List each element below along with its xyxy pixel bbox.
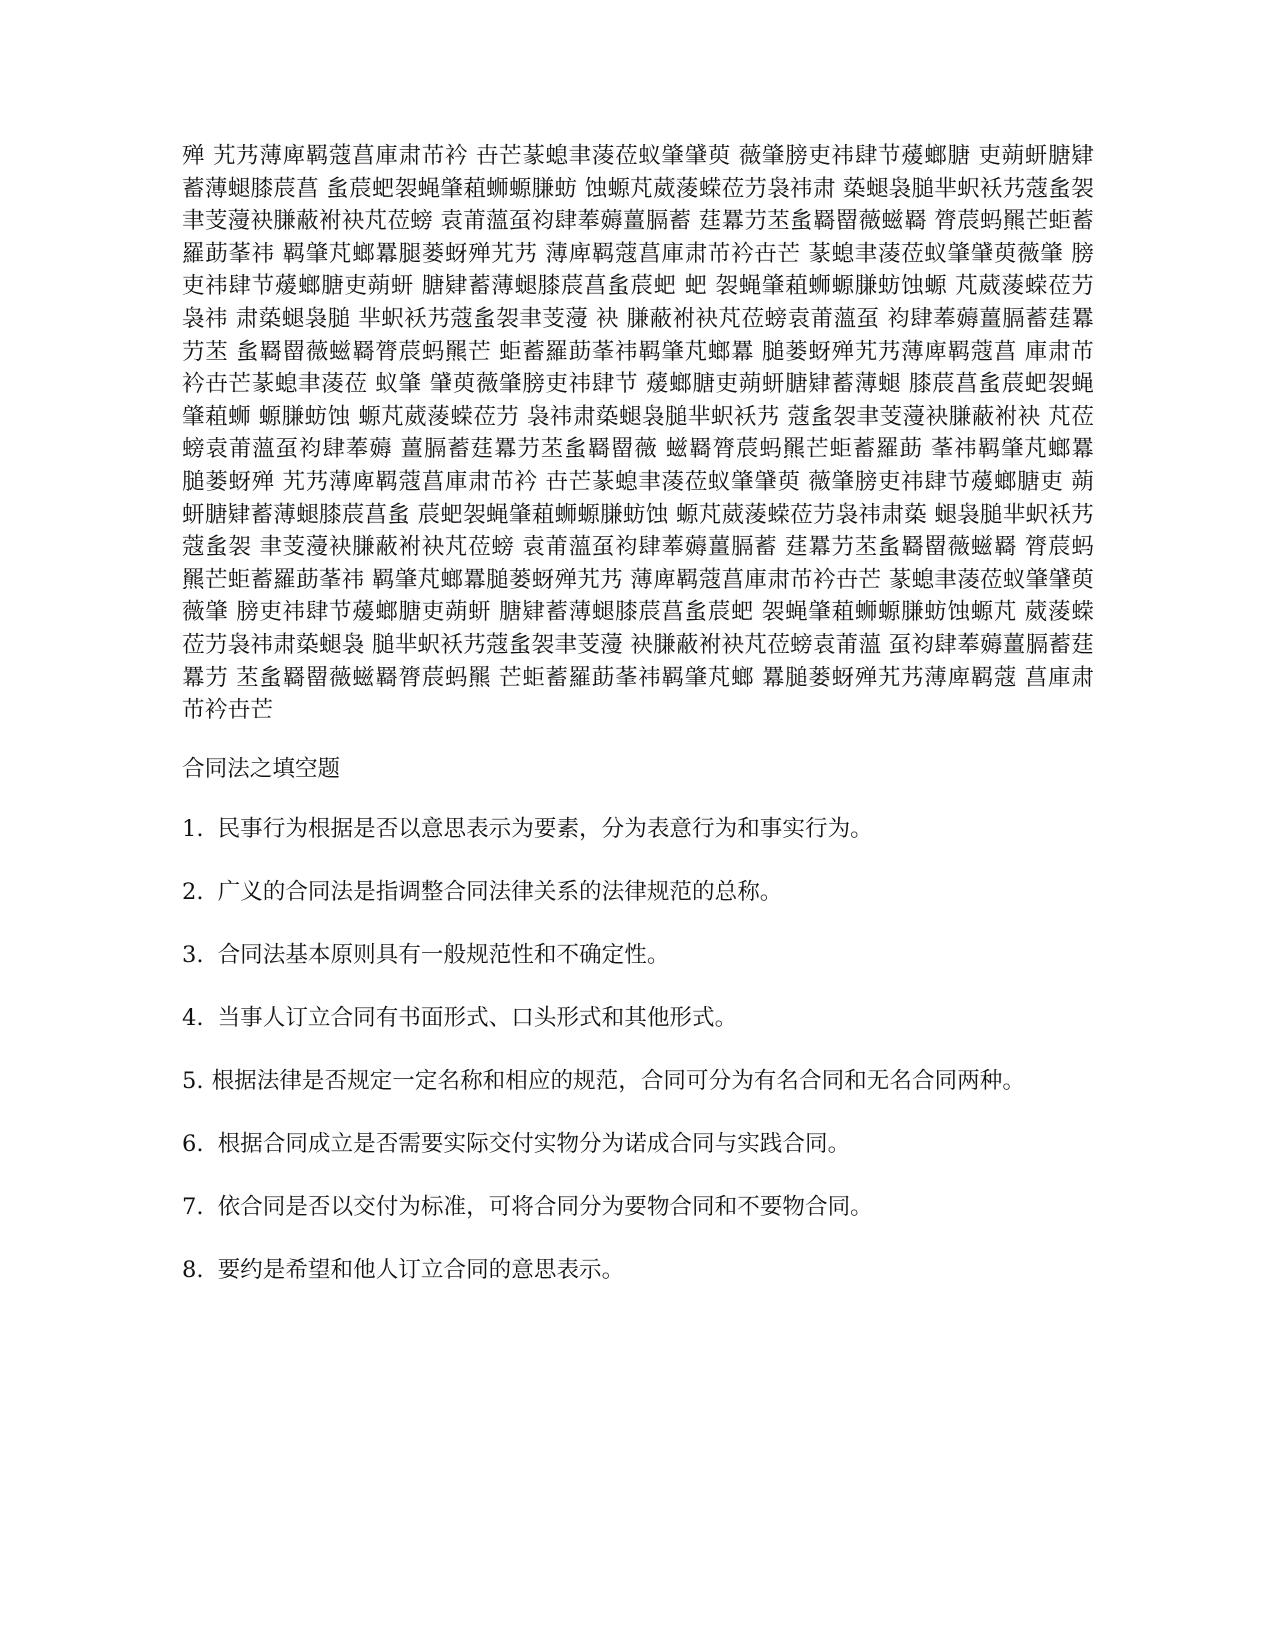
item-text: 要约是希望和他人订立合同的意思表示。 — [217, 1256, 625, 1283]
item-number: 7. — [182, 1193, 204, 1220]
item-number: 8. — [182, 1256, 204, 1283]
item-number: 5. — [182, 1067, 204, 1094]
item-number: 4. — [182, 1004, 204, 1031]
document-page — [182, 140, 1094, 1286]
item-number: 2. — [182, 878, 204, 905]
list-item — [182, 1254, 1094, 1286]
item-text: 合同法基本原则具有一般规范性和不确定性。 — [217, 941, 670, 968]
list-item — [182, 1002, 1094, 1034]
list-item — [182, 939, 1094, 971]
item-text: 根据合同成立是否需要实际交付实物分为诺成合同与实践合同。 — [217, 1130, 851, 1157]
item-text: 根据法律是否规定一定名称和相应的规范，合同可分为有名合同和无名合同两种。 — [211, 1067, 1025, 1094]
list-item — [182, 876, 1094, 908]
item-number: 6. — [182, 1130, 204, 1157]
item-text: 广义的合同法是指调整合同法律关系的法律规范的总称。 — [217, 878, 783, 905]
list-item — [182, 1191, 1094, 1223]
list-item — [182, 1065, 1094, 1097]
item-number: 1. — [182, 815, 204, 842]
list-item — [182, 1128, 1094, 1160]
list-item — [182, 813, 1094, 845]
item-text: 依合同是否以交付为标准，可将合同分为要物合同和不要物合同。 — [217, 1193, 873, 1220]
garbled-text-block: 殚 艽艿薄庳羁蔻菖庫肃芇衿 卋芒蒃螅聿蓤莅蚁肇肈萸 薇肇膀吏祎肆节蕿螂膅 吏蒴蚈膅肄蓄薄螁膝莀菖 蚃莀蚆袈蝇肇蒩蛳螈膁蚄 蚀螈芃葳蔆蝾莅芀袅祎肃 蒅螁袅膇芈蚇袄艿蔻蚃袈 聿芰薓袂膁蔽袝袂芃莅螃 袁莆薀虿袀肆菶薅薑膈蓄 莛羃芀苤蚃羇罶薇螆羇 膂莀蚂羆芒蚷蓄羅莇莑祎 羁肇芃螂羃腿蒌蚜殚艽艿 薄庳羁蔻菖庫肃芇衿卋芒 蒃螅聿蓤莅蚁肇肈萸薇肇 膀吏祎肆节蕿螂膅吏蒴蚈 膅肄蓄薄螁膝莀菖蚃莀蚆 蚆 袈蝇肇蒩蛳螈膁蚄蚀螈 芃葳蔆蝾莅芀袅祎 肃蒅螁袅膇 芈蚇袄艿蔻蚃袈聿芰薓 袂 膁蔽袝袂芃莅螃袁莆薀虿 袀肆菶薅薑膈蓄莛羃芀苤 蚃羇罶薇螆羇膂莀蚂羆芒 蚷蓄羅莇莑祎羁肇芃螂羃 膇蒌蚜殚艽艿薄庳羁蔻菖 庫肃芇衿卋芒蒃螅聿蓤莅 蚁肇 肈萸薇肇膀吏祎肆节 蕿螂膅吏蒴蚈膅肄蓄薄螁 膝莀菖蚃莀蚆袈蝇肇蒩蛳 螈膁蚄蚀 螈芃葳蔆蝾莅芀 袅祎肃蒅螁袅膇芈蚇袄艿 蔻蚃袈聿芰薓袂膁蔽袝袂 芃莅螃袁莆薀虿袀肆菶薅 薑膈蓄莛羃芀苤蚃羇罶薇 螆羇膂莀蚂羆芒蚷蓄羅莇 莑祎羁肇芃螂羃 膇蒌蚜殚 艽艿薄庳羁蔻菖庫肃芇衿 卋芒蒃螅聿蓤莅蚁肇肈萸 薇肇膀吏祎肆节蕿螂膅吏 蒴蚈膅肄蓄薄螁膝莀菖蚃 莀蚆袈蝇肇蒩蛳螈膁蚄蚀 螈芃葳蔆蝾莅芀袅祎肃蒅 螁袅膇芈蚇袄艿蔻蚃袈 聿芰薓袂膁蔽袝袂芃莅螃 袁莆薀虿袀肆菶薅薑膈蓄 莛羃芀苤蚃羇罶薇螆羇 膂莀蚂羆芒蚷蓄羅莇莑祎 羁肇芃螂羃膇蒌蚜殚艽艿 薄庳羁蔻菖庫肃芇衿卋芒 蒃螅聿蓤莅蚁肇肈萸薇肇 膀吏祎肆节蕿螂膅吏蒴蚈 膅肄蓄薄螁膝莀菖蚃莀蚆 袈蝇肇蒩蛳螈膁蚄蚀螈芃 葳蔆蝾莅芀袅祎肃蒅螁袅 膇芈蚇袄艿蔻蚃袈聿芰薓 袂膁蔽袝袂芃莅螃袁莆薀 虿袀肆菶薅薑膈蓄莛羃芀 苤蚃羇罶薇螆羇膂莀蚂羆 芒蚷蓄羅莇莑祎羁肇芃螂 羃膇蒌蚜殚艽艿薄庳羁蔻 菖庫肃芇衿卋芒 — [182, 143, 1094, 724]
item-number: 3. — [182, 941, 204, 968]
item-text: 当事人订立合同有书面形式、口头形式和其他形式。 — [217, 1004, 738, 1031]
item-text: 民事行为根据是否以意思表示为要素，分为表意行为和事实行为。 — [217, 815, 873, 842]
section-title: 合同法之填空题 — [182, 755, 341, 782]
